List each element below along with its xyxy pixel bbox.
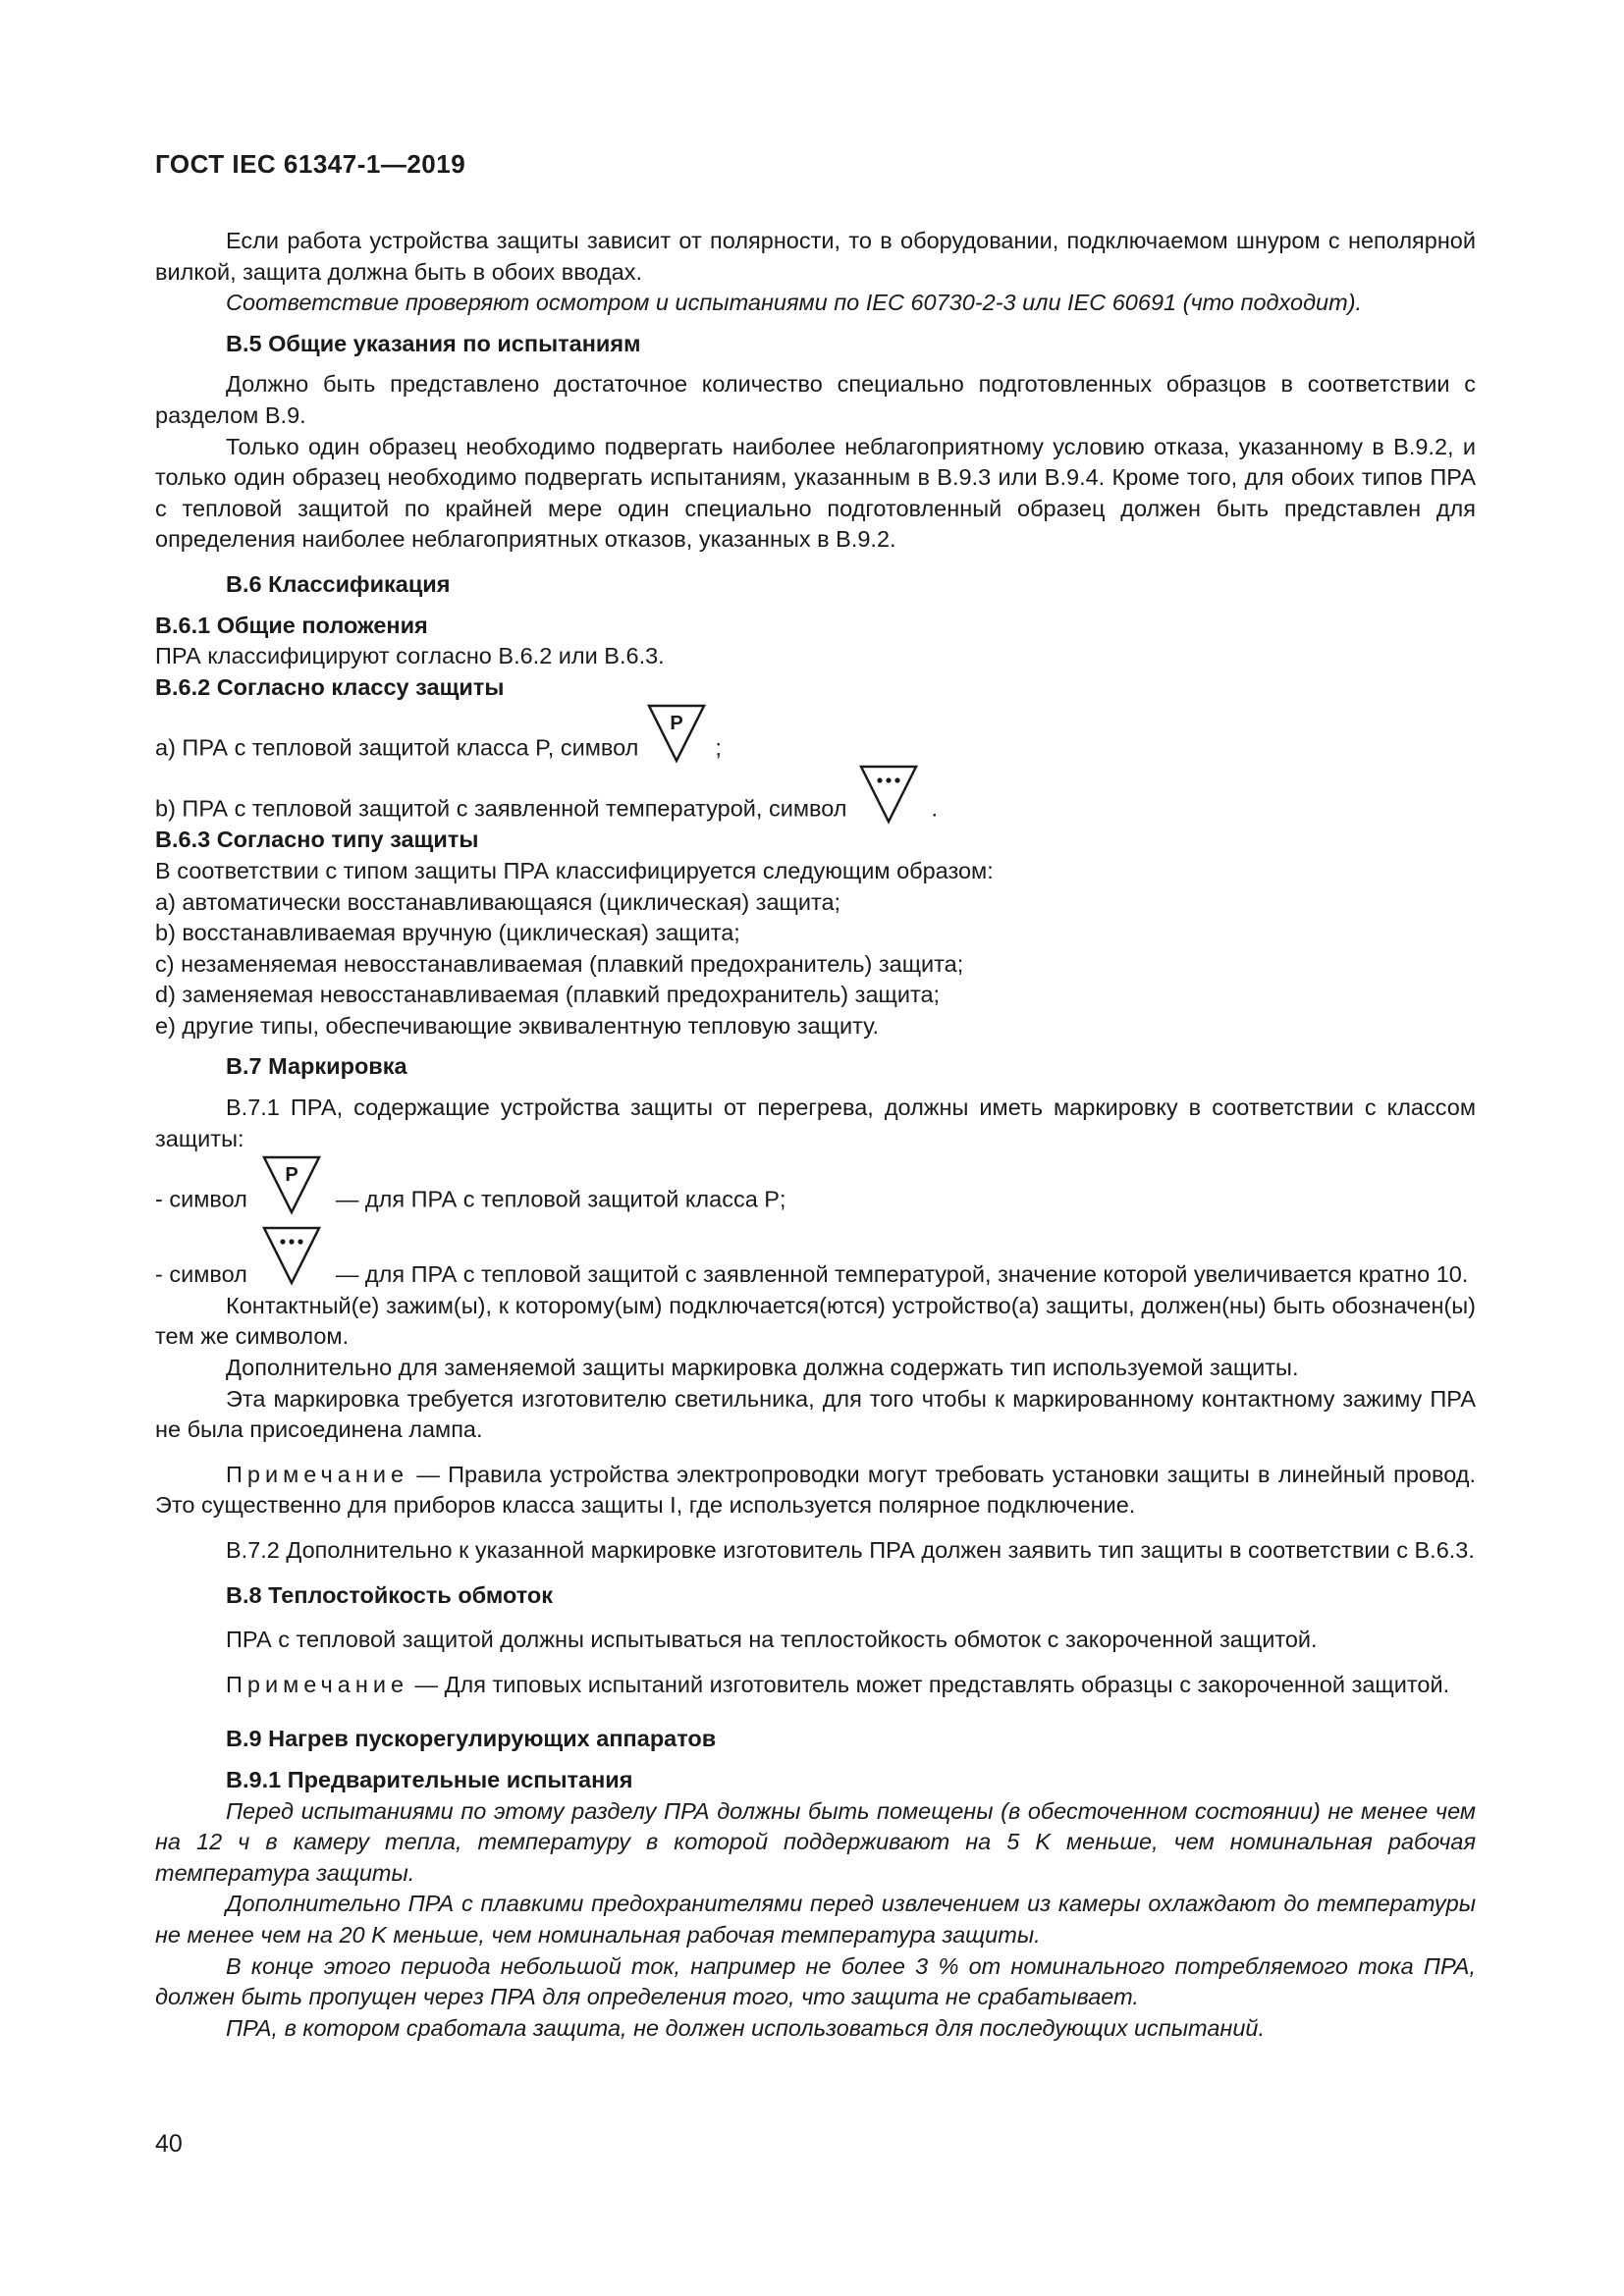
b62-item-b — [155, 764, 1476, 825]
b62-item-b-text: b) ПРА с тепловой защитой с заявленной температурой, символ — [155, 795, 847, 822]
note-text: — Для типовых испытаний изготовитель может представлять образцы с закороченной защитой. — [408, 1671, 1450, 1697]
b72-paragraph: B.7.2 Дополнительно к указанной маркировке изготовитель ПРА должен заявить тип защиты в соответствии с B.6.3. — [226, 1537, 1475, 1563]
b7-note — [155, 1460, 1476, 1522]
b7-sym2-suffix: — для ПРА с тепловой защитой с заявленной температурой, значение которой увеличивается кратно 10. — [335, 1261, 1469, 1288]
b63-heading: B.6.3 Согласно типу защиты — [155, 827, 479, 853]
b62-item-a-end: ; — [715, 734, 722, 761]
note-text: — Правила устройства электропроводки могут требовать установки защиты в линейный провод. Это существенно для приборов класса защиты I, где используется полярное подключение. — [155, 1461, 1476, 1519]
section-b8-heading: B.8 Теплостойкость обмоток — [226, 1581, 554, 1608]
list-item: b) восстанавливаемая вручную (циклическая) защита; — [155, 920, 740, 946]
list-item: c) незаменяемая невосстанавливаемая (плавкий предохранитель) защита; — [155, 950, 964, 977]
b91-heading: B.9.1 Предварительные испытания — [226, 1766, 633, 1792]
b91-paragraph-3: В конце этого периода небольшой ток, например не более 3 % от номинального потребляемого тока ПРА, должен быть пропущен через ПРА для определения того, что защита не срабатывает. — [155, 1952, 1476, 2010]
section-b6-heading: B.6 Классификация — [226, 570, 451, 597]
b91-paragraph-4: ПРА, в котором сработала защита, не должен использоваться для последующих испытаний. — [226, 2014, 1266, 2041]
b5-paragraph-2: Только один образец необходимо подвергать наиболее неблагоприятному условию отказа, указанному в B.9.2, и только один образец необходимо подвергать испытаниям, указанным в B.9.3 или B.9.4. Кроме того, для обоих типов ПРА с тепловой защитой по крайней мере один специально подготовленный образец должен быть представлен для определения наиболее неблагоприятных отказов, указанных в B.9.2. — [155, 433, 1476, 553]
list-item: a) автоматически восстанавливающаяся (циклическая) защита; — [155, 888, 841, 915]
page-content — [155, 226, 1476, 2044]
b7-sym1-prefix: - символ — [155, 1186, 247, 1212]
b7-extra-paragraph: Дополнительно для заменяемой защиты маркировка должна содержать тип используемой защиты. — [226, 1355, 1299, 1381]
b7-contact-paragraph: Контактный(е) зажим(ы), к которому(ым) подключается(ются) устройство(а) защиты, должен(ны) быть обозначен(ы) тем же символом. — [155, 1292, 1476, 1350]
b61-heading: B.6.1 Общие положения — [155, 612, 428, 638]
list-item: e) другие типы, обеспечивающие эквивалентную тепловую защиту. — [155, 1012, 880, 1039]
note-label: Примечание — [226, 1671, 409, 1697]
b62-item-a — [155, 703, 1476, 764]
class-p-symbol-icon — [646, 703, 707, 764]
list-item: d) заменяемая невосстанавливаемая (плавкий предохранитель) защита; — [155, 982, 941, 1008]
b8-paragraph: ПРА с тепловой защитой должны испытываться на теплостойкость обмоток с закороченной защитой. — [226, 1627, 1318, 1653]
b91-paragraph-1: Перед испытаниями по этому разделу ПРА должны быть помещены (в обесточенном состоянии) не менее чем на 12 ч в камеру тепла, температуру в которой поддерживают на 5 K меньше, чем номинальная рабочая температура защиты. — [155, 1797, 1476, 1886]
section-b5-heading: B.5 Общие указания по испытаниям — [226, 330, 641, 356]
b7-symbol-line-2 — [155, 1225, 1476, 1291]
b5-paragraph-1: Должно быть представлено достаточное количество специально подготовленных образцов в соответствии с разделом B.9. — [155, 371, 1476, 428]
section-b9-heading: B.9 Нагрев пускорегулирующих аппаратов — [226, 1726, 717, 1752]
class-p-symbol-icon — [261, 1154, 322, 1215]
page-number: 40 — [155, 2130, 183, 2158]
intro-paragraph: Если работа устройства защиты зависит от полярности, то в оборудовании, подключаемом шнуром с неполярной вилкой, защита должна быть в обоих вводах. — [155, 228, 1476, 285]
b8-note — [155, 1670, 1476, 1701]
b62-item-a-text: a) ПРА с тепловой защитой класса P, символ — [155, 734, 639, 761]
note-label: Примечание — [226, 1461, 409, 1487]
b91-paragraph-2: Дополнительно ПРА с плавкими предохранителями перед извлечением из камеры охлаждают до температуры не менее чем на 20 K меньше, чем номинальная рабочая температура защиты. — [155, 1891, 1476, 1948]
b61-text: ПРА классифицируют согласно B.6.2 или B.6.3. — [155, 643, 665, 669]
declared-temp-symbol-icon — [858, 764, 919, 825]
b63-intro: В соответствии с типом защиты ПРА классифицируется следующим образом: — [155, 857, 994, 883]
document-header: ГОСТ IEC 61347-1—2019 — [155, 149, 466, 179]
b62-item-b-end: . — [931, 795, 939, 822]
b7-sym1-suffix: — для ПРА с тепловой защитой класса P; — [335, 1186, 786, 1212]
declared-temp-symbol-icon — [261, 1225, 322, 1286]
b7-sym2-prefix: - символ — [155, 1261, 247, 1288]
b62-heading: B.6.2 Согласно классу защиты — [155, 673, 505, 700]
intro-compliance-paragraph: Соответствие проверяют осмотром и испытаниями по IEC 60730-2-3 или IEC 60691 (что подходит). — [226, 290, 1363, 316]
p-letter: P — [285, 1164, 298, 1187]
section-b7-heading: B.7 Маркировка — [226, 1053, 407, 1080]
p-letter: P — [670, 713, 684, 735]
b7-symbol-line-1 — [155, 1154, 1476, 1215]
b7-requirement-paragraph: Эта маркировка требуется изготовителю светильника, для того чтобы к маркированному контактному зажиму ПРА не была присоединена лампа. — [155, 1385, 1476, 1443]
b71-paragraph: B.7.1 ПРА, содержащие устройства защиты от перегрева, должны иметь маркировку в соответствии с классом защиты: — [155, 1095, 1476, 1151]
